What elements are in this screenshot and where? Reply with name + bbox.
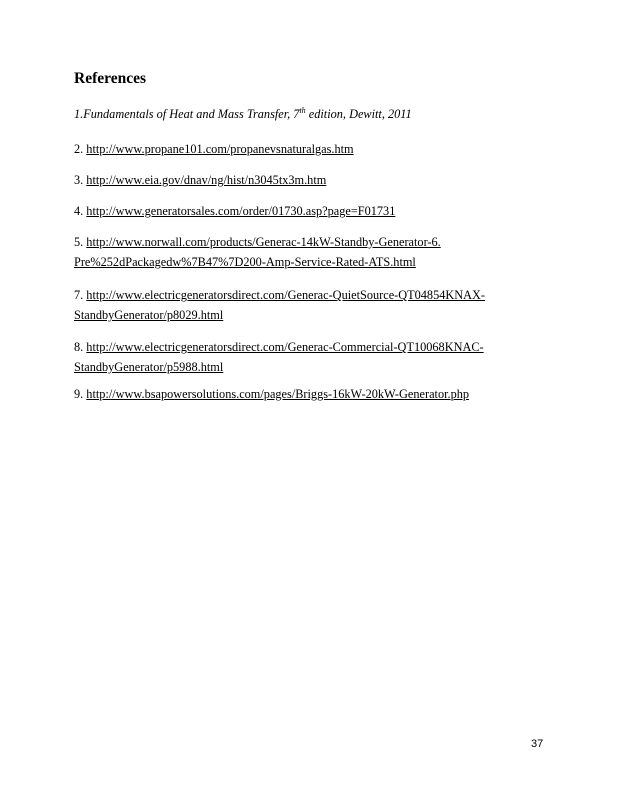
- reference-8: [74, 337, 484, 377]
- reference-1-text-end: edition, Dewitt, 2011: [305, 107, 412, 121]
- reference-5: [74, 232, 441, 272]
- reference-8-link-line2[interactable]: StandbyGenerator/p5988.html: [74, 360, 224, 374]
- reference-9-link[interactable]: http://www.bsapowersolutions.com/pages/Briggs-16kW-20kW-Generator.php: [86, 387, 470, 401]
- reference-7: [74, 285, 485, 325]
- reference-4: [74, 201, 395, 221]
- reference-4-link[interactable]: http://www.generatorsales.com/order/01730.asp?page=F01731: [86, 204, 396, 218]
- reference-2: [74, 139, 354, 159]
- reference-1-text: 1.Fundamentals of Heat and Mass Transfer, 7: [74, 107, 300, 121]
- reference-5-link-line2[interactable]: Pre%252dPackagedw%7B47%7D200-Amp-Service-Rated-ATS.html: [74, 255, 416, 269]
- page-number: 37: [531, 738, 544, 750]
- reference-5-number: 5.: [74, 235, 87, 249]
- reference-2-number: 2.: [74, 142, 87, 156]
- reference-7-number: 7.: [74, 288, 87, 302]
- reference-8-number: 8.: [74, 340, 87, 354]
- reference-5-link-line1[interactable]: http://www.norwall.com/products/Generac-14kW-Standby-Generator-6.: [86, 235, 441, 249]
- reference-7-link-line1[interactable]: http://www.electricgeneratorsdirect.com/Generac-QuietSource-QT04854KNAX-: [86, 288, 485, 302]
- reference-1-superscript: th: [299, 106, 306, 115]
- reference-3-number: 3.: [74, 173, 87, 187]
- reference-4-number: 4.: [74, 204, 87, 218]
- reference-7-link-line2[interactable]: StandbyGenerator/p8029.html: [74, 308, 224, 322]
- references-heading: References: [74, 70, 147, 87]
- reference-8-link-line1[interactable]: http://www.electricgeneratorsdirect.com/Generac-Commercial-QT10068KNAC-: [86, 340, 484, 354]
- reference-3-link[interactable]: http://www.eia.gov/dnav/ng/hist/n3045tx3m.htm: [86, 173, 327, 187]
- reference-9-number: 9.: [74, 387, 87, 401]
- reference-9: [74, 384, 469, 404]
- reference-1: [74, 104, 412, 124]
- reference-2-link[interactable]: http://www.propane101.com/propanevsnaturalgas.htm: [86, 142, 354, 156]
- reference-3: [74, 170, 326, 190]
